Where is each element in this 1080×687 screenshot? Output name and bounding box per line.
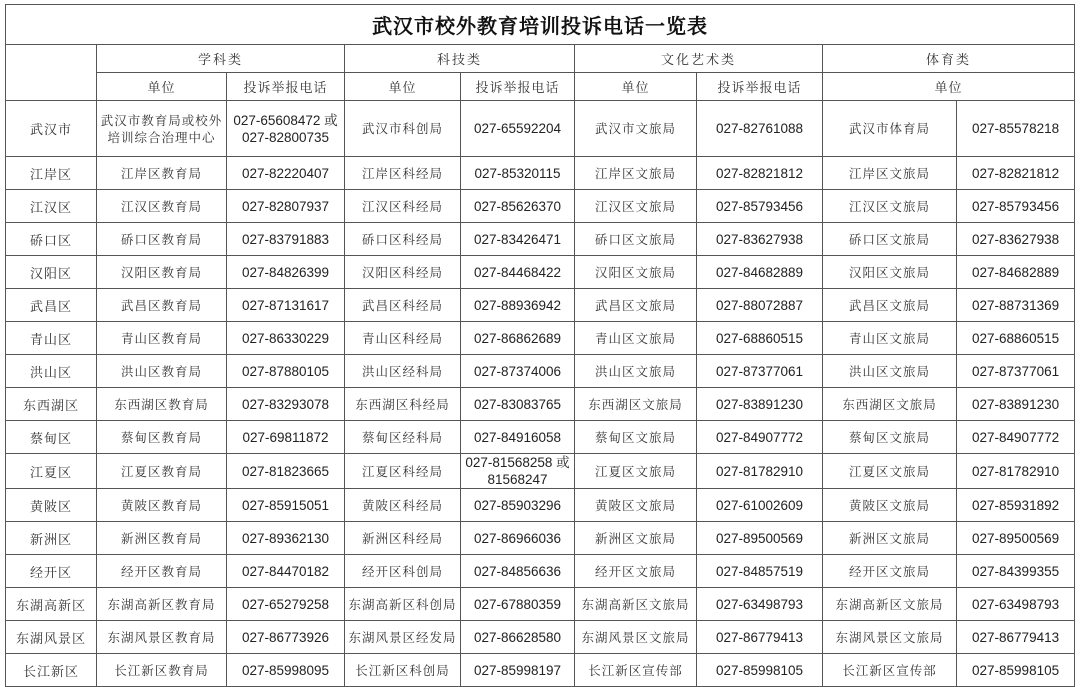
technology-phone-cell: 027-65592204 (461, 101, 575, 157)
technology-unit-cell: 汉阳区科经局 (345, 256, 461, 289)
district-cell: 东湖高新区 (6, 588, 97, 621)
table-row (6, 588, 1075, 621)
technology-unit-cell: 武汉市科创局 (345, 101, 461, 157)
culture-art-unit-cell: 经开区文旅局 (575, 555, 697, 588)
academic-phone-cell: 027-65279258 (227, 588, 345, 621)
technology-phone-cell: 027-84856636 (461, 555, 575, 588)
technology-phone-header: 投诉举报电话 (461, 73, 575, 101)
sports-phone-cell: 027-84907772 (957, 421, 1075, 454)
sports-unit-cell: 蔡甸区文旅局 (823, 421, 957, 454)
table-row (6, 522, 1075, 555)
sports-unit-cell: 硚口区文旅局 (823, 223, 957, 256)
technology-phone-cell: 027-81568258 或 81568247 (461, 454, 575, 489)
culture-art-unit-cell: 蔡甸区文旅局 (575, 421, 697, 454)
table-row (6, 289, 1075, 322)
district-cell: 武昌区 (6, 289, 97, 322)
technology-unit-cell: 东湖高新区科创局 (345, 588, 461, 621)
table-row (6, 621, 1075, 654)
category-technology: 科技类 (345, 45, 575, 73)
culture-art-unit-cell: 江汉区文旅局 (575, 190, 697, 223)
district-cell: 江夏区 (6, 454, 97, 489)
culture-art-phone-cell: 027-81782910 (697, 454, 823, 489)
sports-unit-cell: 江夏区文旅局 (823, 454, 957, 489)
table-row (6, 157, 1075, 190)
sports-unit-cell: 东西湖区文旅局 (823, 388, 957, 421)
category-culture-art: 文化艺术类 (575, 45, 823, 73)
culture-art-unit-header: 单位 (575, 73, 697, 101)
culture-art-phone-cell: 027-86779413 (697, 621, 823, 654)
district-cell: 青山区 (6, 322, 97, 355)
district-cell: 武汉市 (6, 101, 97, 157)
sports-unit-cell: 经开区文旅局 (823, 555, 957, 588)
sports-phone-cell: 027-86779413 (957, 621, 1075, 654)
academic-phone-cell: 027-83791883 (227, 223, 345, 256)
culture-art-phone-cell: 027-63498793 (697, 588, 823, 621)
culture-art-phone-cell: 027-82761088 (697, 101, 823, 157)
academic-unit-cell: 江岸区教育局 (97, 157, 227, 190)
technology-unit-cell: 新洲区科经局 (345, 522, 461, 555)
technology-phone-cell: 027-83083765 (461, 388, 575, 421)
technology-phone-cell: 027-88936942 (461, 289, 575, 322)
academic-unit-cell: 汉阳区教育局 (97, 256, 227, 289)
academic-phone-cell: 027-86330229 (227, 322, 345, 355)
sports-unit-cell: 武汉市体育局 (823, 101, 957, 157)
academic-unit-cell: 江夏区教育局 (97, 454, 227, 489)
academic-unit-cell: 洪山区教育局 (97, 355, 227, 388)
technology-unit-cell: 硚口区科经局 (345, 223, 461, 256)
culture-art-unit-cell: 洪山区文旅局 (575, 355, 697, 388)
technology-phone-cell: 027-85626370 (461, 190, 575, 223)
district-cell: 江汉区 (6, 190, 97, 223)
sports-phone-cell: 027-85998105 (957, 654, 1075, 687)
sports-unit-cell: 青山区文旅局 (823, 322, 957, 355)
technology-unit-cell: 经开区科创局 (345, 555, 461, 588)
technology-unit-cell: 东西湖区科经局 (345, 388, 461, 421)
table-row (6, 489, 1075, 522)
culture-art-phone-cell: 027-83627938 (697, 223, 823, 256)
culture-art-phone-cell: 027-83891230 (697, 388, 823, 421)
table-row (6, 555, 1075, 588)
complaint-phone-table (5, 4, 1075, 687)
sports-phone-cell: 027-81782910 (957, 454, 1075, 489)
sports-phone-cell: 027-85793456 (957, 190, 1075, 223)
academic-unit-cell: 经开区教育局 (97, 555, 227, 588)
sports-unit-cell: 长江新区宣传部 (823, 654, 957, 687)
sports-phone-cell: 027-82821812 (957, 157, 1075, 190)
culture-art-phone-cell: 027-85793456 (697, 190, 823, 223)
culture-art-phone-header: 投诉举报电话 (697, 73, 823, 101)
academic-phone-cell: 027-84470182 (227, 555, 345, 588)
district-cell: 洪山区 (6, 355, 97, 388)
technology-phone-cell: 027-86966036 (461, 522, 575, 555)
culture-art-unit-cell: 长江新区宣传部 (575, 654, 697, 687)
academic-unit-cell: 硚口区教育局 (97, 223, 227, 256)
category-academic: 学科类 (97, 45, 345, 73)
table-row (6, 223, 1075, 256)
academic-unit-cell: 武昌区教育局 (97, 289, 227, 322)
table-row (6, 421, 1075, 454)
culture-art-unit-cell: 东湖风景区文旅局 (575, 621, 697, 654)
sports-phone-cell: 027-85578218 (957, 101, 1075, 157)
technology-unit-cell: 洪山区经科局 (345, 355, 461, 388)
technology-unit-cell: 青山区科经局 (345, 322, 461, 355)
sports-phone-cell: 027-83627938 (957, 223, 1075, 256)
academic-phone-header: 投诉举报电话 (227, 73, 345, 101)
academic-unit-cell: 黄陂区教育局 (97, 489, 227, 522)
academic-phone-cell: 027-86773926 (227, 621, 345, 654)
table-row (6, 454, 1075, 489)
technology-phone-cell: 027-85998197 (461, 654, 575, 687)
sports-unit-cell: 东湖高新区文旅局 (823, 588, 957, 621)
district-cell: 新洲区 (6, 522, 97, 555)
sports-phone-cell: 027-89500569 (957, 522, 1075, 555)
table-body (6, 101, 1075, 687)
academic-unit-cell: 新洲区教育局 (97, 522, 227, 555)
technology-unit-cell: 武昌区科经局 (345, 289, 461, 322)
table-row (6, 388, 1075, 421)
academic-unit-cell: 武汉市教育局或校外培训综合治理中心 (97, 101, 227, 157)
academic-phone-cell: 027-82807937 (227, 190, 345, 223)
academic-phone-cell: 027-87880105 (227, 355, 345, 388)
sports-unit-cell: 江汉区文旅局 (823, 190, 957, 223)
academic-unit-cell: 东湖高新区教育局 (97, 588, 227, 621)
table-row (6, 355, 1075, 388)
culture-art-unit-cell: 江夏区文旅局 (575, 454, 697, 489)
culture-art-unit-cell: 江岸区文旅局 (575, 157, 697, 190)
academic-phone-cell: 027-85915051 (227, 489, 345, 522)
technology-phone-cell: 027-67880359 (461, 588, 575, 621)
technology-unit-header: 单位 (345, 73, 461, 101)
culture-art-unit-cell: 武昌区文旅局 (575, 289, 697, 322)
academic-unit-cell: 青山区教育局 (97, 322, 227, 355)
sports-unit-cell: 洪山区文旅局 (823, 355, 957, 388)
district-cell: 汉阳区 (6, 256, 97, 289)
district-cell: 黄陂区 (6, 489, 97, 522)
technology-phone-cell: 027-83426471 (461, 223, 575, 256)
technology-unit-cell: 江汉区科经局 (345, 190, 461, 223)
sports-phone-cell: 027-87377061 (957, 355, 1075, 388)
district-cell: 东湖风景区 (6, 621, 97, 654)
sports-unit-cell: 汉阳区文旅局 (823, 256, 957, 289)
technology-phone-cell: 027-85903296 (461, 489, 575, 522)
technology-phone-cell: 027-86862689 (461, 322, 575, 355)
district-cell: 长江新区 (6, 654, 97, 687)
table-row (6, 256, 1075, 289)
sports-phone-cell: 027-83891230 (957, 388, 1075, 421)
table-row (6, 101, 1075, 157)
technology-unit-cell: 江岸区科经局 (345, 157, 461, 190)
culture-art-phone-cell: 027-84907772 (697, 421, 823, 454)
technology-phone-cell: 027-85320115 (461, 157, 575, 190)
academic-phone-cell: 027-85998095 (227, 654, 345, 687)
culture-art-unit-cell: 武汉市文旅局 (575, 101, 697, 157)
culture-art-phone-cell: 027-84857519 (697, 555, 823, 588)
culture-art-unit-cell: 汉阳区文旅局 (575, 256, 697, 289)
technology-unit-cell: 蔡甸区经科局 (345, 421, 461, 454)
technology-phone-cell: 027-86628580 (461, 621, 575, 654)
culture-art-unit-cell: 东西湖区文旅局 (575, 388, 697, 421)
complaint-phone-sheet (5, 4, 1074, 687)
district-cell: 硚口区 (6, 223, 97, 256)
sports-unit-cell: 东湖风景区文旅局 (823, 621, 957, 654)
sports-phone-cell: 027-68860515 (957, 322, 1075, 355)
sports-phone-cell: 027-63498793 (957, 588, 1075, 621)
table-row (6, 654, 1075, 687)
technology-phone-cell: 027-87374006 (461, 355, 575, 388)
sports-unit-cell: 黄陂区文旅局 (823, 489, 957, 522)
culture-art-unit-cell: 东湖高新区文旅局 (575, 588, 697, 621)
academic-phone-cell: 027-69811872 (227, 421, 345, 454)
district-cell: 江岸区 (6, 157, 97, 190)
category-sports: 体育类 (823, 45, 1075, 73)
sports-phone-cell: 027-84682889 (957, 256, 1075, 289)
academic-phone-cell: 027-83293078 (227, 388, 345, 421)
academic-unit-cell: 江汉区教育局 (97, 190, 227, 223)
district-cell: 东西湖区 (6, 388, 97, 421)
sports-unit-cell: 武昌区文旅局 (823, 289, 957, 322)
academic-unit-cell: 东西湖区教育局 (97, 388, 227, 421)
academic-unit-cell: 蔡甸区教育局 (97, 421, 227, 454)
technology-phone-cell: 027-84916058 (461, 421, 575, 454)
culture-art-unit-cell: 黄陂区文旅局 (575, 489, 697, 522)
culture-art-phone-cell: 027-85998105 (697, 654, 823, 687)
culture-art-phone-cell: 027-87377061 (697, 355, 823, 388)
sports-unit-cell: 新洲区文旅局 (823, 522, 957, 555)
culture-art-phone-cell: 027-82821812 (697, 157, 823, 190)
district-header-cell (6, 45, 97, 101)
technology-phone-cell: 027-84468422 (461, 256, 575, 289)
technology-unit-cell: 东湖风景区经发局 (345, 621, 461, 654)
technology-unit-cell: 长江新区科创局 (345, 654, 461, 687)
culture-art-phone-cell: 027-88072887 (697, 289, 823, 322)
academic-phone-cell: 027-65608472 或 027-82800735 (227, 101, 345, 157)
culture-art-unit-cell: 新洲区文旅局 (575, 522, 697, 555)
sports-unit-header: 单位 (823, 73, 1075, 101)
district-cell: 经开区 (6, 555, 97, 588)
technology-unit-cell: 江夏区科经局 (345, 454, 461, 489)
table-title: 武汉市校外教育培训投诉电话一览表 (6, 5, 1075, 45)
table-row (6, 190, 1075, 223)
academic-phone-cell: 027-84826399 (227, 256, 345, 289)
sports-unit-cell: 江岸区文旅局 (823, 157, 957, 190)
academic-phone-cell: 027-87131617 (227, 289, 345, 322)
academic-unit-header: 单位 (97, 73, 227, 101)
sports-phone-cell: 027-84399355 (957, 555, 1075, 588)
academic-phone-cell: 027-81823665 (227, 454, 345, 489)
academic-unit-cell: 长江新区教育局 (97, 654, 227, 687)
culture-art-phone-cell: 027-89500569 (697, 522, 823, 555)
academic-unit-cell: 东湖风景区教育局 (97, 621, 227, 654)
sports-phone-cell: 027-85931892 (957, 489, 1075, 522)
academic-phone-cell: 027-82220407 (227, 157, 345, 190)
table-row (6, 322, 1075, 355)
academic-phone-cell: 027-89362130 (227, 522, 345, 555)
culture-art-phone-cell: 027-68860515 (697, 322, 823, 355)
culture-art-phone-cell: 027-84682889 (697, 256, 823, 289)
sports-phone-cell: 027-88731369 (957, 289, 1075, 322)
culture-art-phone-cell: 027-61002609 (697, 489, 823, 522)
culture-art-unit-cell: 青山区文旅局 (575, 322, 697, 355)
district-cell: 蔡甸区 (6, 421, 97, 454)
culture-art-unit-cell: 硚口区文旅局 (575, 223, 697, 256)
technology-unit-cell: 黄陂区科经局 (345, 489, 461, 522)
